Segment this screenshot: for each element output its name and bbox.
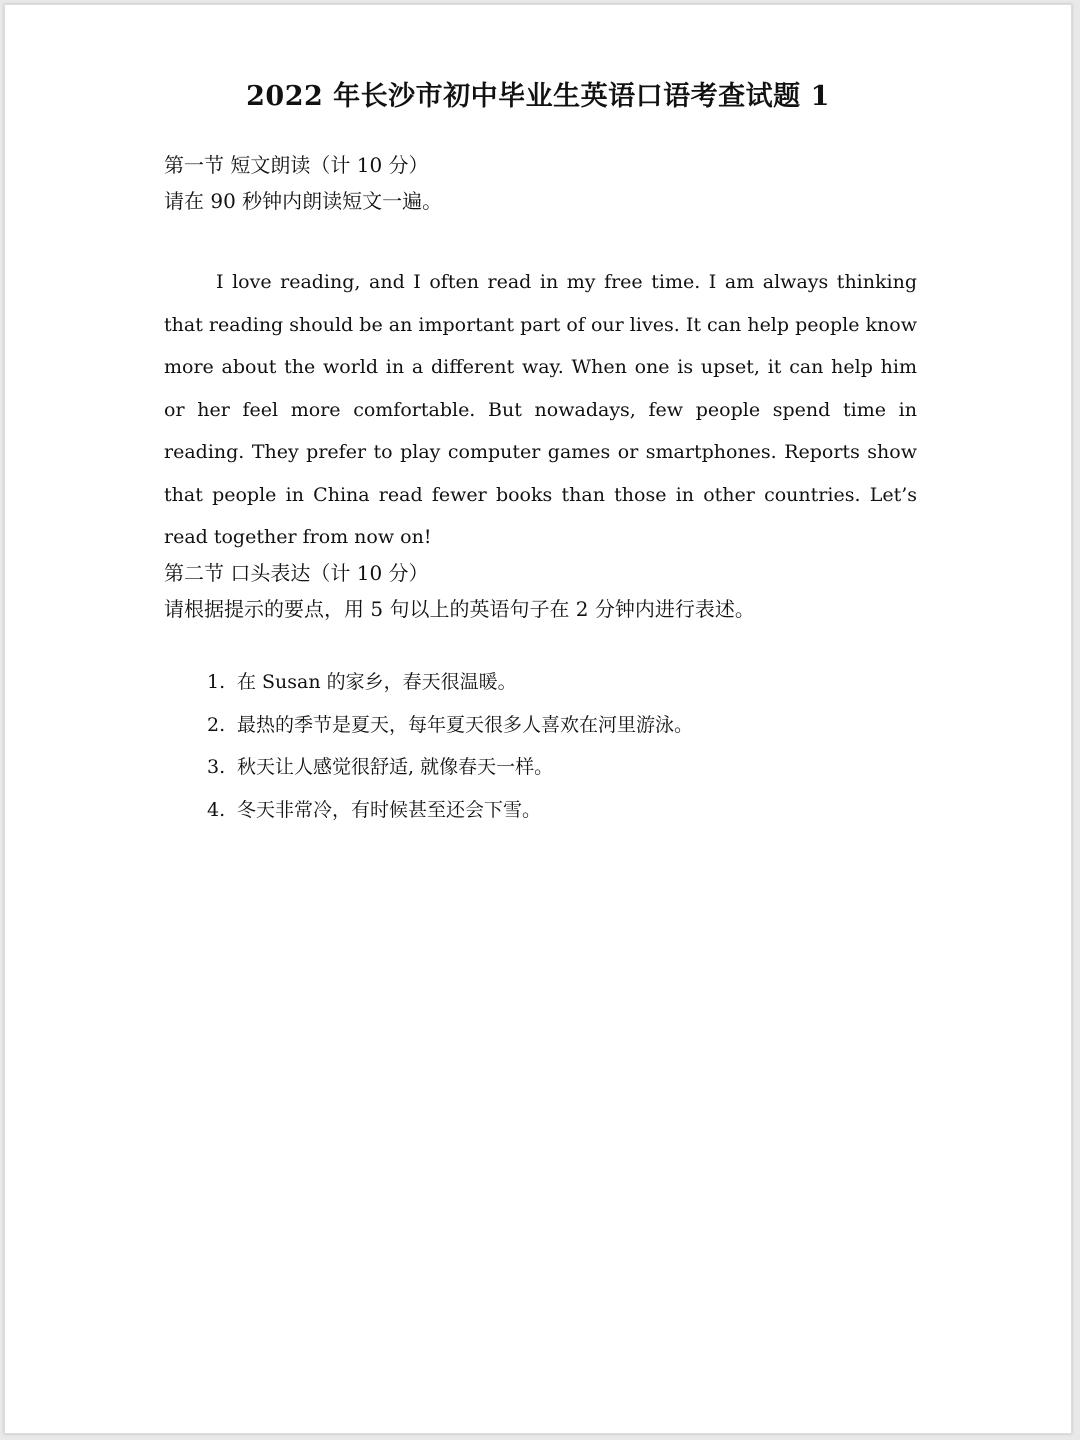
list-item-text: 秋天让人感觉很舒适, 就像春天一样。 — [237, 756, 554, 778]
list-item-text: 在 Susan 的家乡，春天很温暖。 — [237, 671, 517, 693]
list-item-number: 1. — [207, 671, 226, 693]
section-1 — [164, 147, 964, 219]
list-item — [207, 789, 967, 832]
list-item — [207, 661, 967, 704]
list-item — [207, 704, 967, 747]
list-item-number: 4. — [207, 798, 226, 821]
list-item — [207, 746, 967, 789]
section-2 — [164, 555, 964, 627]
section-2-heading: 第二节 口头表达（计 10 分） — [164, 561, 429, 585]
page-title: 2022 年长沙市初中毕业生英语口语考查试题 1 — [246, 81, 830, 112]
prompt-points-list — [207, 661, 967, 831]
document-page — [4, 4, 1072, 1434]
list-item-number: 3. — [207, 756, 226, 778]
section-2-instruction: 请根据提示的要点，用 5 句以上的英语句子在 2 分钟内进行表述。 — [164, 597, 755, 621]
list-item-text: 最热的季节是夏天，每年夏天很多人喜欢在河里游泳。 — [237, 713, 694, 736]
list-item-number: 2. — [207, 713, 226, 736]
reading-passage: I love reading, and I often read in my free time. I am always thinking that reading should be an important part of our lives. It can help people know more about the world in a different way. When one is upset, it can help him or her feel more comfortable. But nowadays, few people spend time in reading. They prefer to play computer games or smartphones. Reports show that people in China read fewer books than those in other countries. Let’s read together from now on! — [164, 271, 917, 548]
list-item-text: 冬天非常冷，有时候甚至还会下雪。 — [237, 798, 542, 821]
section-1-heading: 第一节 短文朗读（计 10 分） — [164, 153, 429, 177]
section-1-instruction: 请在 90 秒钟内朗读短文一遍。 — [164, 189, 443, 213]
